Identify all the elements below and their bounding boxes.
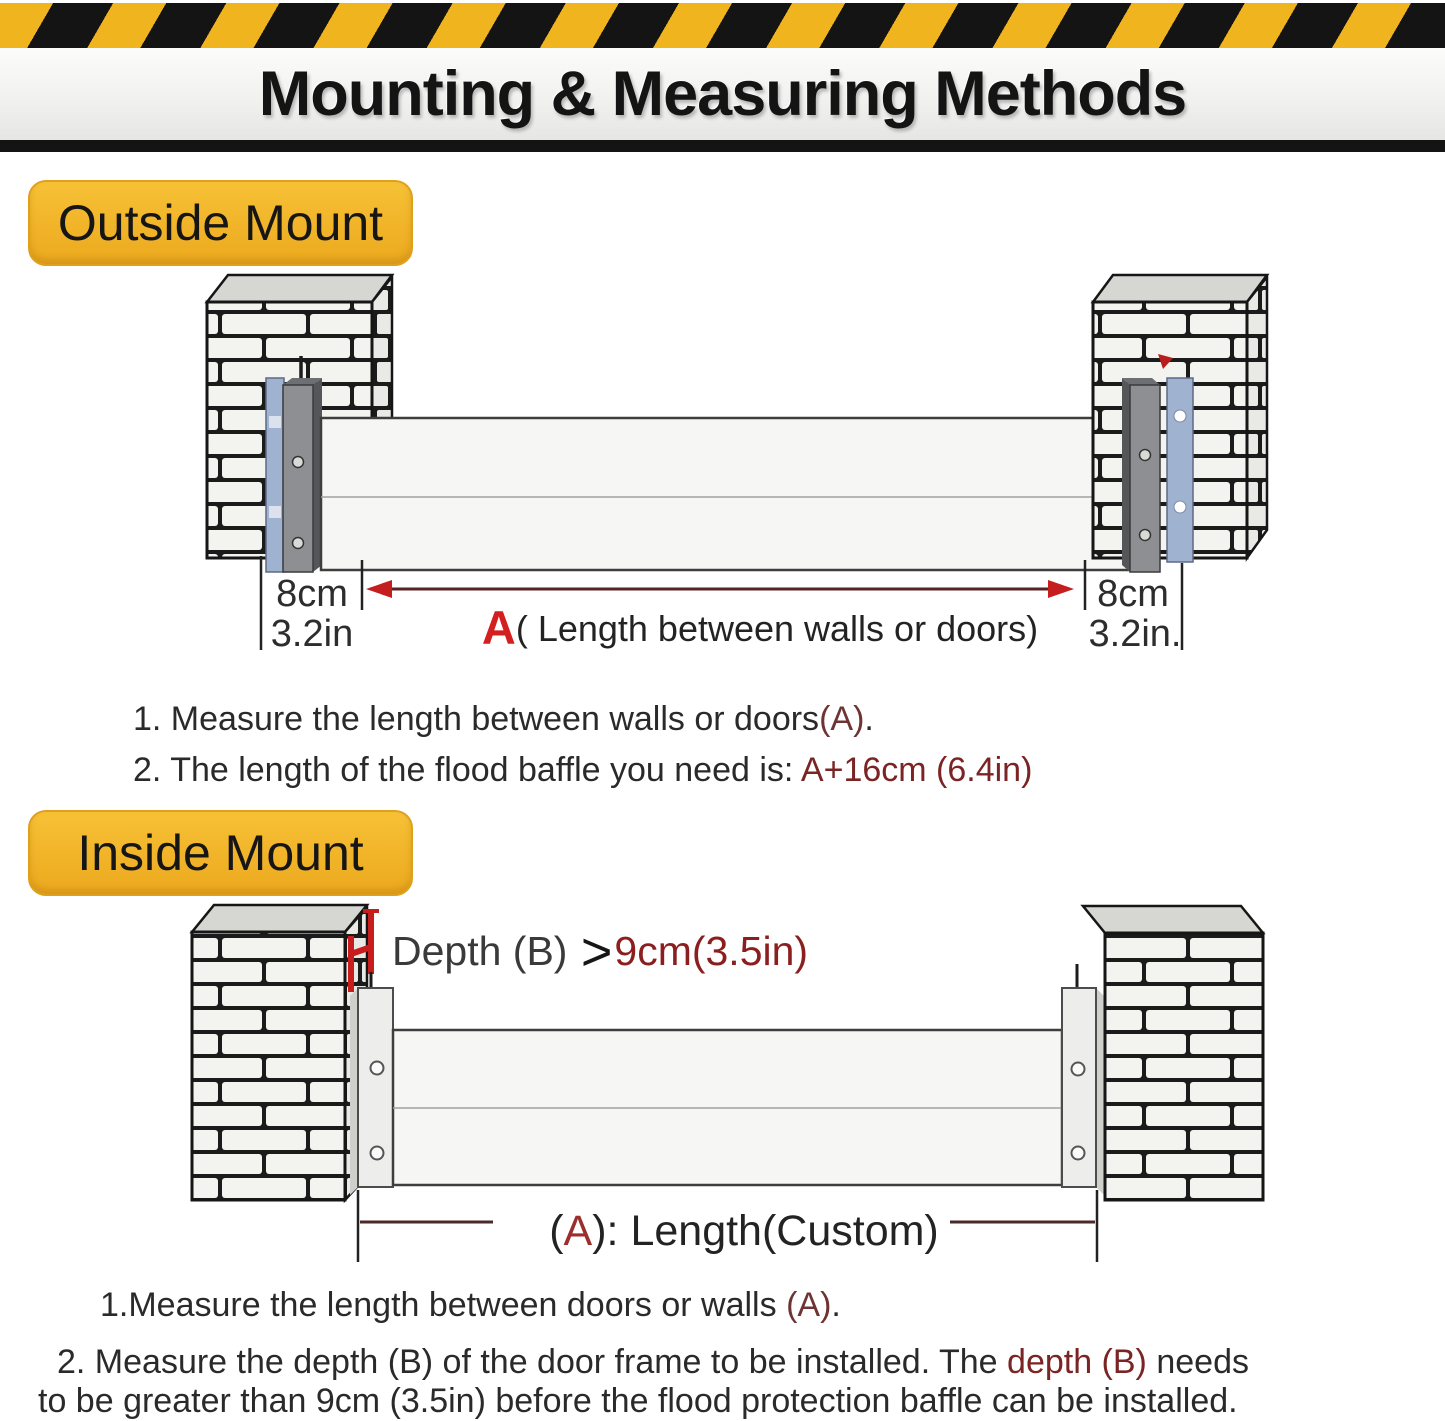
length-A-double-arrow: [366, 580, 1074, 598]
outside-left-channel-bracket: [283, 356, 322, 572]
outside-flood-barrier-panels: [321, 418, 1130, 570]
outside-length-caption: [390, 600, 1130, 655]
header-divider-bar: [0, 140, 1445, 152]
outside-right-seal-strip: [1167, 378, 1193, 562]
outside-instruction-1: 1. Measure the length between walls or doors(A).: [133, 700, 874, 738]
inside-instruction-2-line2: to be greater than 9cm (3.5in) before the flood protection baffle can be installed.: [38, 1382, 1238, 1420]
inside-left-brick-pillar: [192, 905, 367, 1200]
page-title: Mounting & Measuring Methods: [258, 59, 1187, 129]
outside-instruction-2: 2. The length of the flood baffle you need is: A+16cm (6.4in): [133, 751, 1033, 789]
depth-B-annotation: Depth (B) >9cm(3.5in): [392, 922, 809, 982]
length-A-letter: A: [481, 601, 516, 654]
outside-mount-label-text: Outside Mount: [57, 195, 384, 251]
outside-left-seal-strip: [266, 378, 284, 572]
inside-length-annotation: (A): Length(Custom): [549, 1207, 939, 1255]
inside-flood-barrier-panels: [393, 1030, 1062, 1185]
outside-left-dim-in: 3.2in: [270, 613, 354, 655]
inside-instruction-2-line1: 2. Measure the depth (B) of the door frame to be installed. The depth (B) needs: [57, 1343, 1249, 1381]
inside-left-rail-bracket: [350, 972, 393, 1195]
inside-mount-label: [28, 810, 413, 896]
inside-right-brick-pillar: [1083, 906, 1263, 1200]
outside-left-dim-cm: 8cm: [276, 573, 348, 615]
inside-mount-label-text: Inside Mount: [77, 825, 364, 881]
greater-than-symbol: >: [580, 922, 613, 982]
outside-right-dim-in: 3.2in.: [1088, 613, 1182, 655]
outside-mount-label: [28, 180, 413, 266]
inside-instruction-1: 1.Measure the length between doors or walls (A).: [100, 1286, 841, 1324]
caution-stripe-banner: [0, 3, 1445, 48]
length-caption-text: ( Length between walls or doors): [515, 608, 1039, 649]
outside-right-dim-cm: 8cm: [1097, 573, 1169, 615]
inside-right-rail-bracket: [1062, 964, 1104, 1195]
